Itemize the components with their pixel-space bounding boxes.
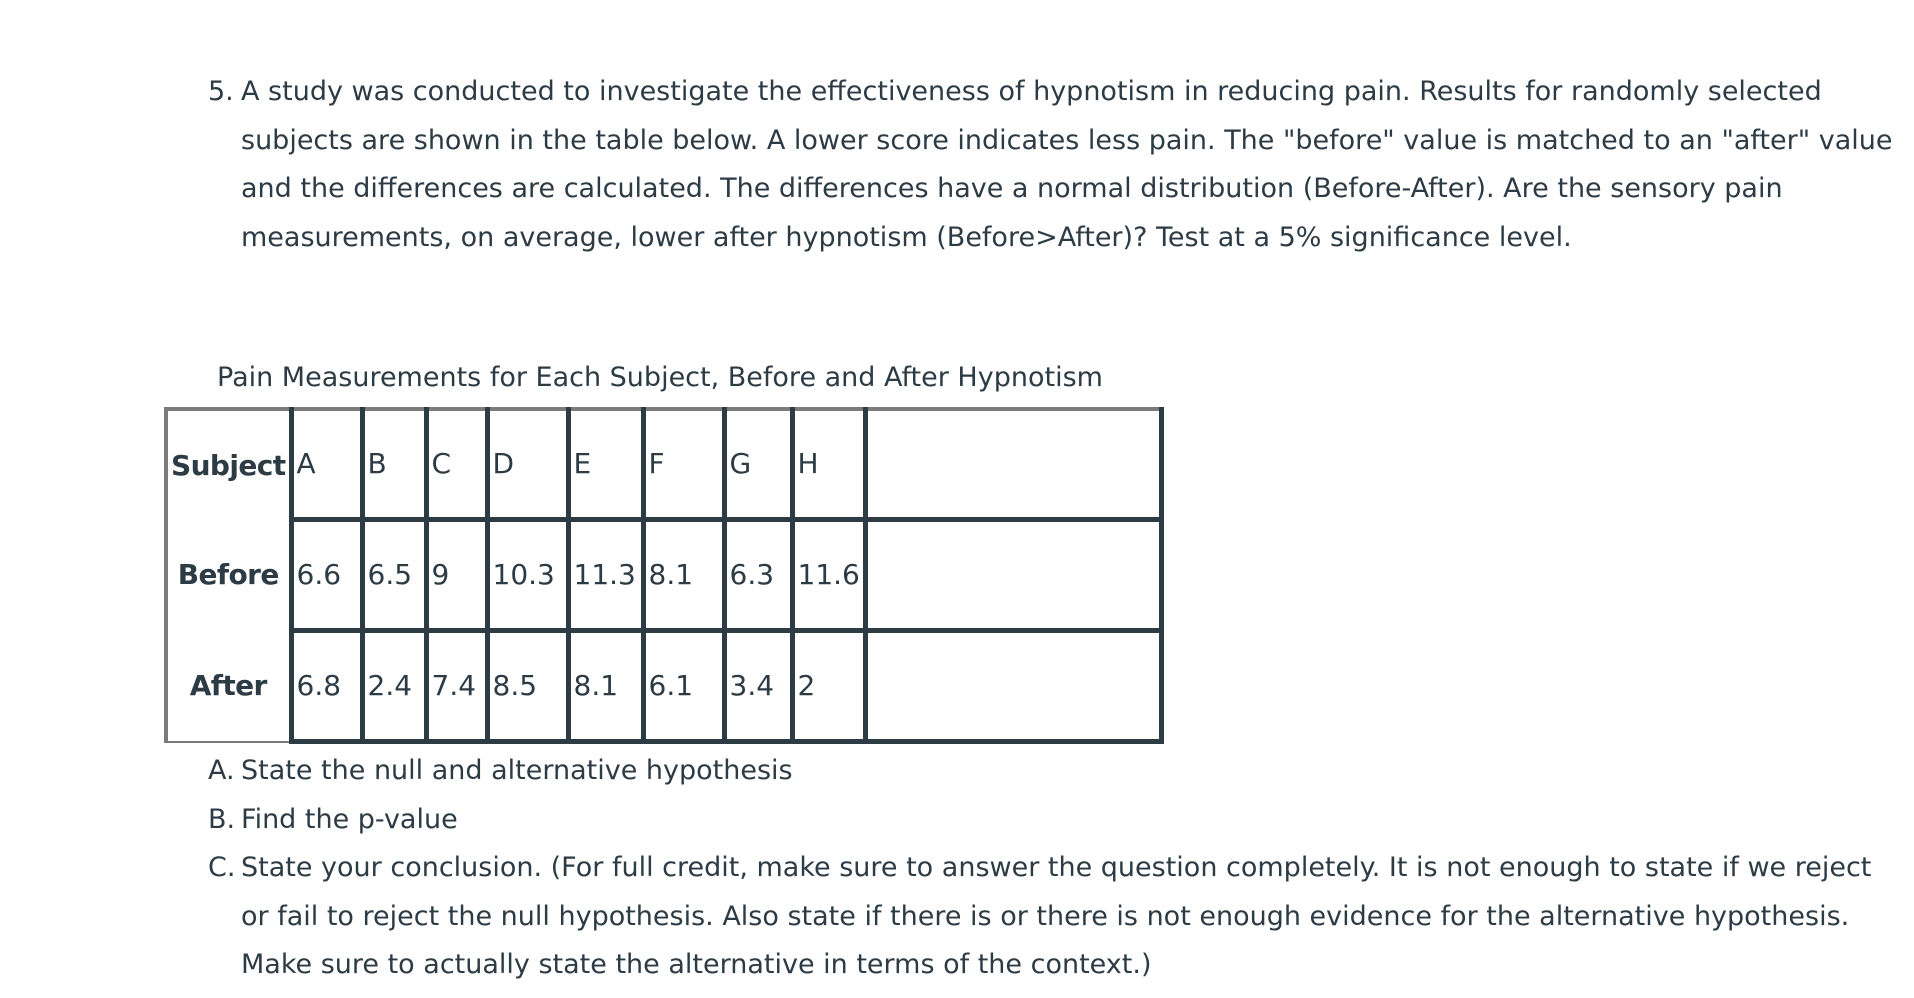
table-cell: 11.3 bbox=[568, 519, 643, 630]
table-cell: 6.6 bbox=[291, 519, 362, 630]
table-cell-empty bbox=[865, 519, 1161, 630]
table-cell: 8.1 bbox=[568, 630, 643, 741]
table-cell: 6.5 bbox=[362, 519, 426, 630]
part-label: A. bbox=[208, 755, 235, 786]
question-text bbox=[208, 68, 1914, 262]
table-cell-empty bbox=[865, 630, 1161, 741]
table-cell: 8.1 bbox=[643, 519, 724, 630]
row-header-subject: Subject bbox=[166, 409, 291, 519]
question-body: A study was conducted to investigate the effectiveness of hypnotism in reducing pain. Results for randomly selected subjects are shown in the table below. A lower score indicates less pain. The "before" value is matched to an "after" value and the differences are calculated. The differences have a normal distribution (Before-After). Are the sensory pain measurements, on average, lower after hypnotism (Before>After)? Test at a 5% significance level. bbox=[241, 76, 1893, 253]
table-row-after bbox=[166, 630, 1162, 741]
table-cell: C bbox=[426, 409, 487, 519]
table-caption: Pain Measurements for Each Subject, Before and After Hypnotism bbox=[217, 362, 1103, 393]
table-cell: G bbox=[724, 409, 792, 519]
row-header-before: Before bbox=[166, 519, 291, 630]
table-cell: 9 bbox=[426, 519, 487, 630]
question-number: 5. bbox=[208, 76, 234, 107]
table-cell: 7.4 bbox=[426, 630, 487, 741]
table-cell: F bbox=[643, 409, 724, 519]
table-cell: 6.1 bbox=[643, 630, 724, 741]
part-text: State the null and alternative hypothesis bbox=[241, 755, 793, 786]
part-label: C. bbox=[208, 852, 236, 883]
part-a bbox=[208, 747, 1898, 796]
table-cell: 2 bbox=[792, 630, 865, 741]
table-cell: 10.3 bbox=[487, 519, 568, 630]
table-cell: 6.3 bbox=[724, 519, 792, 630]
part-text: State your conclusion. (For full credit, make sure to answer the question completely. It is not enough to state if we reject or fail to reject the null hypothesis. Also state if there is or there is not enough evidence for the alternative hypothesis. Make sure to actually state the alternative in terms of the context.) bbox=[241, 852, 1872, 980]
row-header-after: After bbox=[166, 630, 291, 741]
part-text: Find the p-value bbox=[241, 803, 458, 835]
table-cell: E bbox=[568, 409, 643, 519]
table-cell: 3.4 bbox=[724, 630, 792, 741]
table-cell: 6.8 bbox=[291, 630, 362, 741]
table-cell: H bbox=[792, 409, 865, 519]
table-cell: A bbox=[291, 409, 362, 519]
part-label: B. bbox=[208, 803, 236, 835]
table-cell: 2.4 bbox=[362, 630, 426, 741]
table-row-before bbox=[166, 519, 1162, 630]
pain-measurements-table bbox=[164, 407, 1164, 744]
table-cell: 11.6 bbox=[792, 519, 865, 630]
part-b bbox=[208, 796, 1898, 845]
table-cell: D bbox=[487, 409, 568, 519]
question-parts bbox=[208, 747, 1898, 990]
table-cell-empty bbox=[865, 409, 1161, 519]
table-row-subject bbox=[166, 409, 1162, 519]
table-cell: 8.5 bbox=[487, 630, 568, 741]
table-cell: B bbox=[362, 409, 426, 519]
part-c bbox=[208, 844, 1898, 990]
